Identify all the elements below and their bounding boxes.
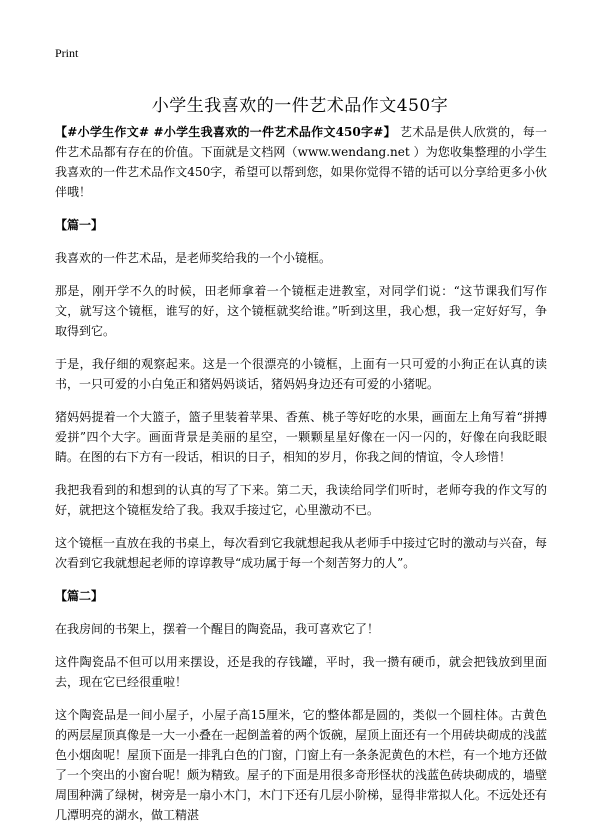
- intro-text-tail: ）为您收集整理的小学生我喜欢的一件艺术品作文450字，希望可以帮到您，如果你觉得不错的话可以分享给更多小伙伴哦！: [55, 145, 547, 199]
- tag-list: 【#小学生作文# #小学生我喜欢的一件艺术品作文450字#】: [55, 125, 396, 139]
- paragraph: 我把我看到的和想到的认真的写了下来。第二天，我读给同学们听时，老师夸我的作文写的好，就把这个镜框发给了我。我双手接过它，心里激动不已。: [55, 483, 547, 517]
- paragraph: 猪妈妈提着一个大篮子，篮子里装着苹果、香蕉、桃子等好吃的水果，画面左上角写着“拼搏爱拼”四个大字。画面背景是美丽的星空，一颗颗星星好像在一闪一闪的，好像在向我眨眼睛。在图的右下方有一段话，相识的日子，相知的岁月，你我之间的情谊，令人珍惜！: [55, 410, 547, 464]
- intro-paragraph: [55, 122, 547, 202]
- paragraph: 我喜欢的一件艺术品，是老师奖给我的一个小镜框。: [55, 251, 332, 265]
- paragraph: 在我房间的书架上，摆着一个醒目的陶瓷品，我可喜欢它了！: [55, 622, 380, 636]
- paragraph: 这件陶瓷品不但可以用来摆设，还是我的存钱罐，平时，我一攒有硬币，就会把钱放到里面去，现在它已经很重啦！: [55, 655, 547, 689]
- section-heading-2: 【篇二】: [55, 589, 104, 603]
- section-heading-1: 【篇一】: [55, 218, 104, 232]
- article-body: [55, 122, 547, 838]
- site-link[interactable]: www.wendang.net: [297, 145, 410, 159]
- paragraph: 这个镜框一直放在我的书桌上，每次看到它我就想起我从老师手中接过它时的激动与兴奋，每次看到它我就想起老师的谆谆教导“成功属于每一个刻苦努力的人”。: [55, 536, 548, 570]
- intro-text: 艺术品是供人欣赏的，每一件艺术品都有存在的价值。下面就是文档网（: [55, 125, 547, 159]
- page-title: 小学生我喜欢的一件艺术品作文450字: [151, 96, 449, 117]
- print-link[interactable]: Print: [55, 46, 79, 60]
- paragraph: 于是，我仔细的观察起来。这是一个很漂亮的小镜框，上面有一只可爱的小狗正在认真的读书，一只可爱的小白兔正和猪妈妈谈话，猪妈妈身边还有可爱的小猪呢。: [55, 357, 547, 391]
- paragraph: 那是，刚开学不久的时候，田老师拿着一个镜框走进教室，对同学们说：“这节课我们写作文，就写这个镜框，谁写的好，这个镜框就奖给谁。”听到这里，我心想，我一定好好写，争取得到它。: [55, 284, 547, 338]
- paragraph: 这个陶瓷品是一间小屋子，小屋子高15厘米，它的整体都是圆的，类似一个圆柱体。古黄色的两层屋顶真像是一大一小叠在一起倒盖着的两个饭碗，屋顶上面还有一个用砖块砌成的浅蓝色小烟囱呢！屋顶下面是一排乳白色的门窗，门窗上有一条条泥黄色的木栏，有一个地方还做了一个突出的小窗台呢！颇为精致。屋子的下面是用很多奇形怪状的浅蓝色砖块砌成的，墙壁周围种满了绿树，树旁是一扇小木门，木门下还有几层小阶梯，显得非常拟人化。不远处还有几潭明亮的湖水，做工精湛: [55, 708, 548, 822]
